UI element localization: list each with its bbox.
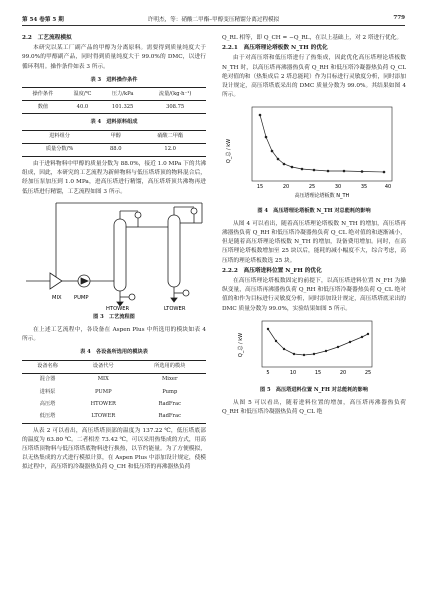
table-row xyxy=(22,101,206,114)
paragraph: 在高压塔理论塔板数固定的前提下，以高压塔进料位置 N_FH 为操纵变量，高压塔再沸器热负荷 Q_RH 和低压塔冷凝器热负荷 Q_CL 绝对值的和作为目标进行灵敏度分析，同时添加设计规定，高压塔塔底采出的 DMC 质量分数为 99.0%，实验结果如图 5 所示。 xyxy=(222,278,406,312)
fig4-xtick: 35 xyxy=(360,184,368,191)
table-cell: 质量分数/% xyxy=(22,143,97,156)
flow-svg xyxy=(22,201,206,311)
page-header xyxy=(22,12,405,26)
table-cell: 混合器 xyxy=(39,376,56,383)
fig4-xtick: 25 xyxy=(308,184,316,191)
fig5-xtick: 25 xyxy=(364,369,372,376)
ltower-column xyxy=(168,215,180,287)
table-cell: 40.0 xyxy=(64,101,101,114)
fig5-xtick: 10 xyxy=(289,369,297,376)
running-title: 许明杰，等：硝酸二甲酯–甲醇变压精馏分离过程模拟 xyxy=(147,17,280,23)
table-header: 进料组分 xyxy=(22,130,97,143)
ltower-label: LTOWER xyxy=(164,305,186,311)
fig4-ylabel: Q_总 / kW xyxy=(226,139,232,164)
table-header: 设备代号 xyxy=(73,360,133,373)
table-cell: RadFrac xyxy=(133,410,206,423)
table-row xyxy=(22,386,206,398)
ltower-condenser xyxy=(191,208,197,214)
table-caption: 表 3 进料操作条件 xyxy=(90,76,138,83)
fig5-xtick: 5 xyxy=(266,369,270,376)
table-row xyxy=(22,398,206,410)
figure-caption: 图 3 工艺流程图 xyxy=(93,313,135,320)
table-caption: 表 4 各设备所选用的模块表 xyxy=(80,349,148,356)
table-cell: 数值 xyxy=(22,101,64,114)
fig4-curve xyxy=(260,115,384,172)
table-row xyxy=(22,410,206,423)
equipment-modules-table xyxy=(22,360,206,424)
right-column xyxy=(222,34,406,419)
journal-volume: 第 54 卷第 5 期 xyxy=(22,17,64,23)
subsection-title: 2.2.1 高压塔理论塔板数 N_TH 的优化 xyxy=(222,45,328,52)
paragraph: 从表 2 可以看出，高压塔塔顶部的温度为 137.22 ℃，低压塔底部的温度为 63.80 ℃。二者相差 73.42 ℃，可以采用热集成的方式，用高压塔塔顶物料与低压塔塔底物料进行换热，以节约能量。为了方便模拟，以无热集成的方式进行模拟计算，在 Aspen Plus 中添加设计规定，使模拟过程中，高压塔的冷凝器热负荷 Q_CH 和低压塔的再沸器热负荷 xyxy=(22,427,206,471)
table-header: 所选用的模块 xyxy=(133,360,206,373)
ltower-reboiler xyxy=(183,290,189,296)
table-header: 流量/(kg·h⁻¹) xyxy=(144,88,206,101)
paragraph: 从图 5 可以看出，随着进料位置的增加，高压塔再沸器热负荷 Q_RH 和低压塔冷凝器热负荷 Q_CL 绝 xyxy=(222,400,406,416)
table-cell: HTOWER xyxy=(90,400,116,407)
figure-5 xyxy=(222,317,406,385)
figure-caption: 图 4 高压塔理论塔板数 N_TH 对总能耗的影响 xyxy=(257,207,371,214)
table-header: 温度/℃ xyxy=(64,88,101,101)
paragraph: 从图 4 可以看出，随着高压塔理论塔板数 N_TH 的增加，高压塔再沸器热负荷 Q_RH 和低压塔冷凝器热负荷 Q_CL 绝对值的和逐渐减小，但是随着高压塔理论塔板数 N_TH 的增加，设备费用增加。同时，在高压塔理论塔板数增加至 25 块以后，能耗的减小幅度不大，综合考虑，高压塔的理论塔板数选 25 块。 xyxy=(222,220,406,264)
process-flow-diagram xyxy=(22,201,206,311)
fig4-xtick: 40 xyxy=(384,184,392,191)
fig5-markers xyxy=(267,328,369,356)
htower-condenser xyxy=(135,212,141,218)
table-row xyxy=(22,373,206,386)
mix-label: MIX xyxy=(52,294,62,301)
fig4-xtick: 20 xyxy=(282,184,290,191)
table-cell: 低压塔 xyxy=(22,410,73,423)
fig4-xtick: 30 xyxy=(334,184,342,191)
subsection-title: 2.2.2 高压塔进料位置 N_FH 的优化 xyxy=(222,267,322,274)
table-cell: LTOWER xyxy=(73,410,133,423)
table-cell: 88.0 xyxy=(97,143,134,156)
paragraph: Q_RL 相等，即 Q_CH = −Q_RL，在以上基础上，对 2 塔进行优化。 xyxy=(222,35,403,41)
fig4-xlabel: 高压塔理论塔板数 N_TH xyxy=(294,193,350,200)
table-cell: Pump xyxy=(162,388,178,395)
table-cell: 101.325 xyxy=(101,101,144,114)
htower-label: HTOWER xyxy=(106,305,130,311)
table-cell: MIX xyxy=(97,376,109,383)
fig5-xtick: 15 xyxy=(314,369,322,376)
paragraph: 在上述工艺流程中，各设备在 Aspen Plus 中所选用的模块如表 4 所示。 xyxy=(22,327,206,343)
fig5-curve xyxy=(268,329,368,355)
fig4-xtick: 15 xyxy=(256,184,264,191)
fig4-svg xyxy=(222,103,406,201)
fig4-markers xyxy=(259,114,386,174)
table-cell: 12.0 xyxy=(134,143,206,156)
paragraph: 本研究以某工厂副产品的甲醇为分离原料。需要得到质量纯度大于 99.0%的甲醇副产品，同时得到质量纯度大于 99.0%的 DMC，以进行循环利用。操作条件如表 3 所示。 xyxy=(22,45,206,70)
paragraph: 由于进料物料中甲醇的质量分数为 88.0%，接近 1.0 MPa 下的共沸组成，因此，本研究的工艺流程为新鲜物料与低压塔塔顶的物料混合后，经加压泵加压到 1.0 MPa，进高压塔进行精馏，高压塔塔顶共沸物再进低压塔进行精馏，工艺流程如图 3 所示。 xyxy=(22,161,206,195)
feed-composition-table xyxy=(22,130,206,157)
table-cell: Mixer xyxy=(162,376,178,383)
table-header: 甲醇 xyxy=(97,130,134,143)
table-header: 压力/kPa xyxy=(101,88,144,101)
section-title: 2.2 工艺流程模拟 xyxy=(22,35,72,41)
fig5-xtick: 20 xyxy=(339,369,347,376)
table-header: 操作条件 xyxy=(22,88,64,101)
page-number: 779 xyxy=(393,15,405,21)
fig5-svg xyxy=(222,317,406,381)
fig5-ylabel: Q_总 / kW xyxy=(238,332,244,357)
table-header: 硝酸二甲酯 xyxy=(134,130,206,143)
fig5-frame xyxy=(262,321,372,367)
left-column xyxy=(22,34,206,474)
table-cell: 308.75 xyxy=(144,101,206,114)
pump-label: PUMP xyxy=(74,294,89,301)
table-cell: 进料泵 xyxy=(39,388,56,395)
table-cell: PUMP xyxy=(94,388,112,395)
table-cell: 高压塔 xyxy=(39,400,56,407)
figure-caption: 图 5 高压塔进料位置 N_FH 对总能耗的影响 xyxy=(260,387,368,394)
table-row xyxy=(22,143,206,156)
htower-column xyxy=(114,219,126,291)
htower-reboiler xyxy=(129,294,135,300)
figure-4 xyxy=(222,103,406,205)
table-header: 设备名称 xyxy=(22,360,73,373)
paragraph: 由于对高压塔和低压塔进行了热集成，因此优化高压塔理论塔板数 N_TH 时，以高压塔再沸器热负荷 Q_RH 和低压塔冷凝器热负荷 Q_CL 绝对值的和（热集成后 2 塔总能耗）作为目标进行灵敏度分析，同时添加设计规定，高压塔塔底采出的 DMC 质量分数为 99.0%。其结果如图 4 所示。 xyxy=(222,55,406,99)
fig4-frame xyxy=(252,107,392,181)
table-caption: 表 4 进料原料组成 xyxy=(90,119,138,126)
feed-conditions-table xyxy=(22,87,206,114)
table-cell: RadFrac xyxy=(158,400,181,407)
